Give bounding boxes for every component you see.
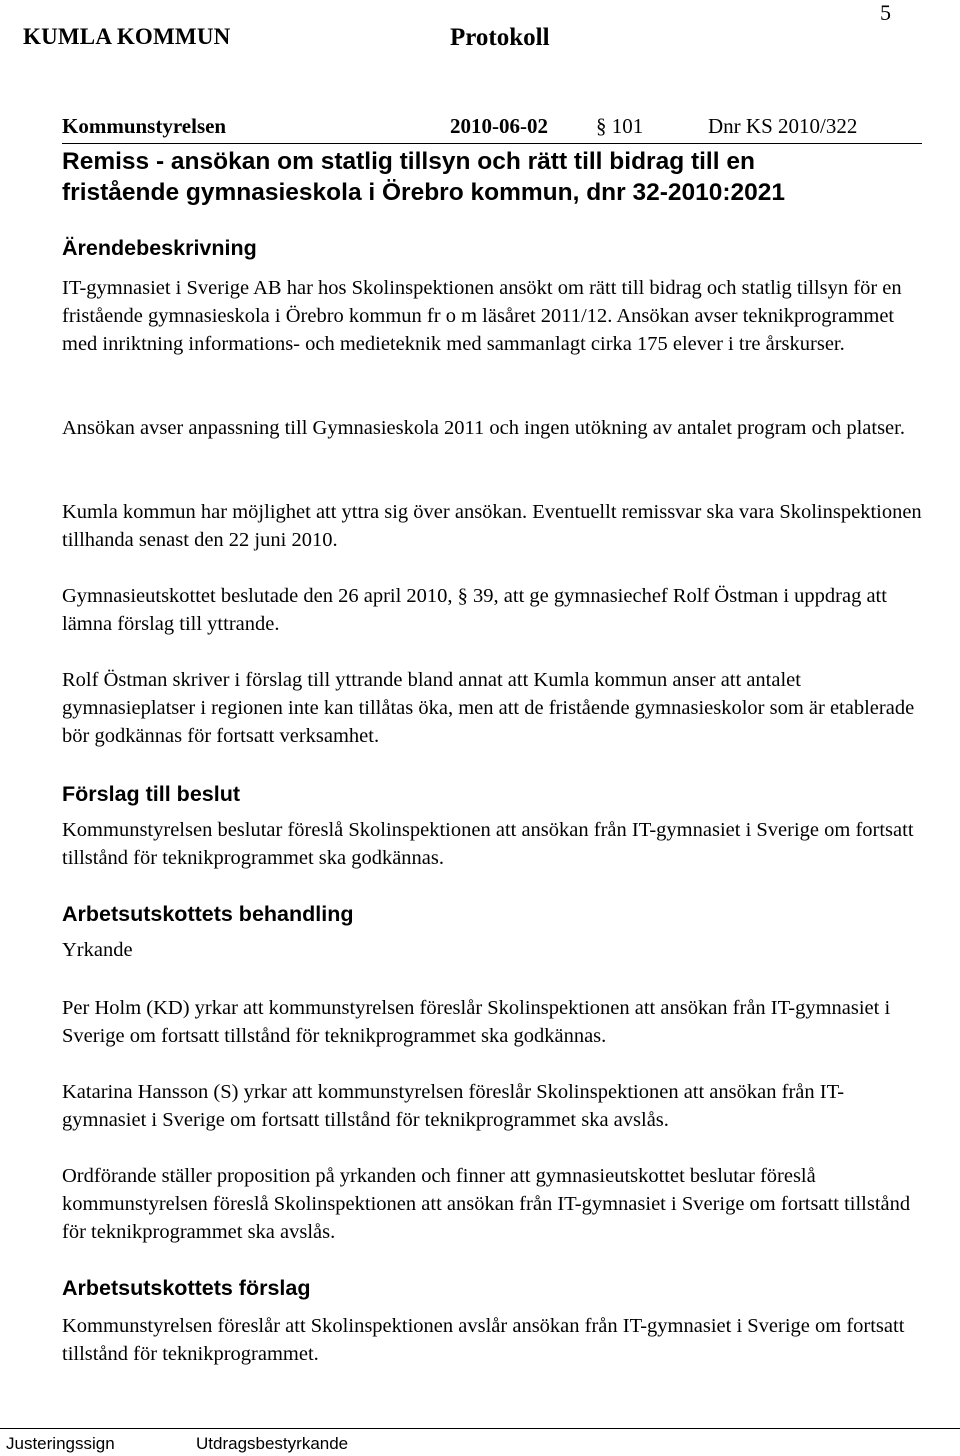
body-paragraph: IT-gymnasiet i Sverige AB har hos Skolinspektionen ansökt om rätt till bidrag och statlig tillsyn för en fristående gymnasieskola i Örebro kommun fr o m läsåret 2011/12. Ansökan avser teknikprogrammet med inriktning informations- och medieteknik med sammanlagt cirka 175 elever i tre årskurser. (62, 277, 902, 355)
body-paragraph: Katarina Hansson (S) yrkar att kommunstyrelsen föreslår Skolinspektionen att ansökan från IT-gymnasiet i Sverige om fortsatt tillstånd för teknikprogrammet ska avslås. (62, 1081, 845, 1131)
meeting-body: Kommunstyrelsen (62, 114, 227, 138)
body-paragraph: Kommunstyrelsen beslutar föreslå Skolinspektionen att ansökan från IT-gymnasiet i Sverige om fortsatt tillstånd för teknikprogrammet ska godkännas. (62, 819, 914, 869)
footer-justering-label: Justeringssign (6, 1434, 115, 1453)
section-heading-behandling: Arbetsutskottets behandling (62, 902, 354, 926)
meta-row (62, 114, 922, 144)
meeting-date: 2010-06-02 (450, 114, 548, 138)
footer-divider (0, 1428, 960, 1429)
title-line: fristående gymnasieskola i Örebro kommun, dnr 32-2010:2021 (62, 179, 786, 206)
body-paragraph: Ansökan avser anpassning till Gymnasieskola 2011 och ingen utökning av antalet program och platser. (62, 417, 905, 439)
paragraph-number: § 101 (596, 114, 644, 138)
section-heading-arendebeskrivning: Ärendebeskrivning (62, 236, 257, 260)
page-number: 5 (880, 0, 891, 25)
section-heading-au-forslag: Arbetsutskottets förslag (62, 1276, 311, 1300)
footer-utdrag-label: Utdragsbestyrkande (196, 1434, 349, 1453)
document-title (62, 146, 922, 208)
document-type: Protokoll (450, 24, 550, 51)
body-paragraph: Gymnasieutskottet beslutade den 26 april 2010, § 39, att ge gymnasiechef Rolf Östman i uppdrag att lämna förslag till yttrande. (62, 585, 887, 635)
title-line: Remiss - ansökan om statlig tillsyn och rätt till bidrag till en (62, 148, 755, 175)
body-paragraph: Kommunstyrelsen föreslår att Skolinspektionen avslår ansökan från IT-gymnasiet i Sverige om fortsatt tillstånd för teknikprogrammet. (62, 1315, 905, 1365)
subheading-yrkande: Yrkande (62, 939, 133, 961)
body-paragraph: Per Holm (KD) yrkar att kommunstyrelsen föreslår Skolinspektionen att ansökan från IT-gymnasiet i Sverige om fortsatt tillstånd för teknikprogrammet ska godkännas. (62, 997, 891, 1047)
organization-name: KUMLA KOMMUN (23, 24, 231, 49)
diary-number: Dnr KS 2010/322 (708, 114, 858, 138)
body-paragraph: Ordförande ställer proposition på yrkanden och finner att gymnasieutskottet beslutar föreslå kommunstyrelsen föreslå Skolinspektionen att ansökan från IT-gymnasiet i Sverige om fortsatt tillstånd för teknikprogrammet ska avslås. (62, 1165, 911, 1243)
section-heading-forslag: Förslag till beslut (62, 782, 240, 806)
body-paragraph: Kumla kommun har möjlighet att yttra sig över ansökan. Eventuellt remissvar ska vara Skolinspektionen tillhanda senast den 22 juni 2010. (62, 501, 922, 551)
body-paragraph: Rolf Östman skriver i förslag till yttrande bland annat att Kumla kommun anser att antalet gymnasieplatser i regionen inte kan tillåtas öka, men att de fristående gymnasieskolor som är etablerade bör godkännas för fortsatt verksamhet. (62, 669, 915, 747)
